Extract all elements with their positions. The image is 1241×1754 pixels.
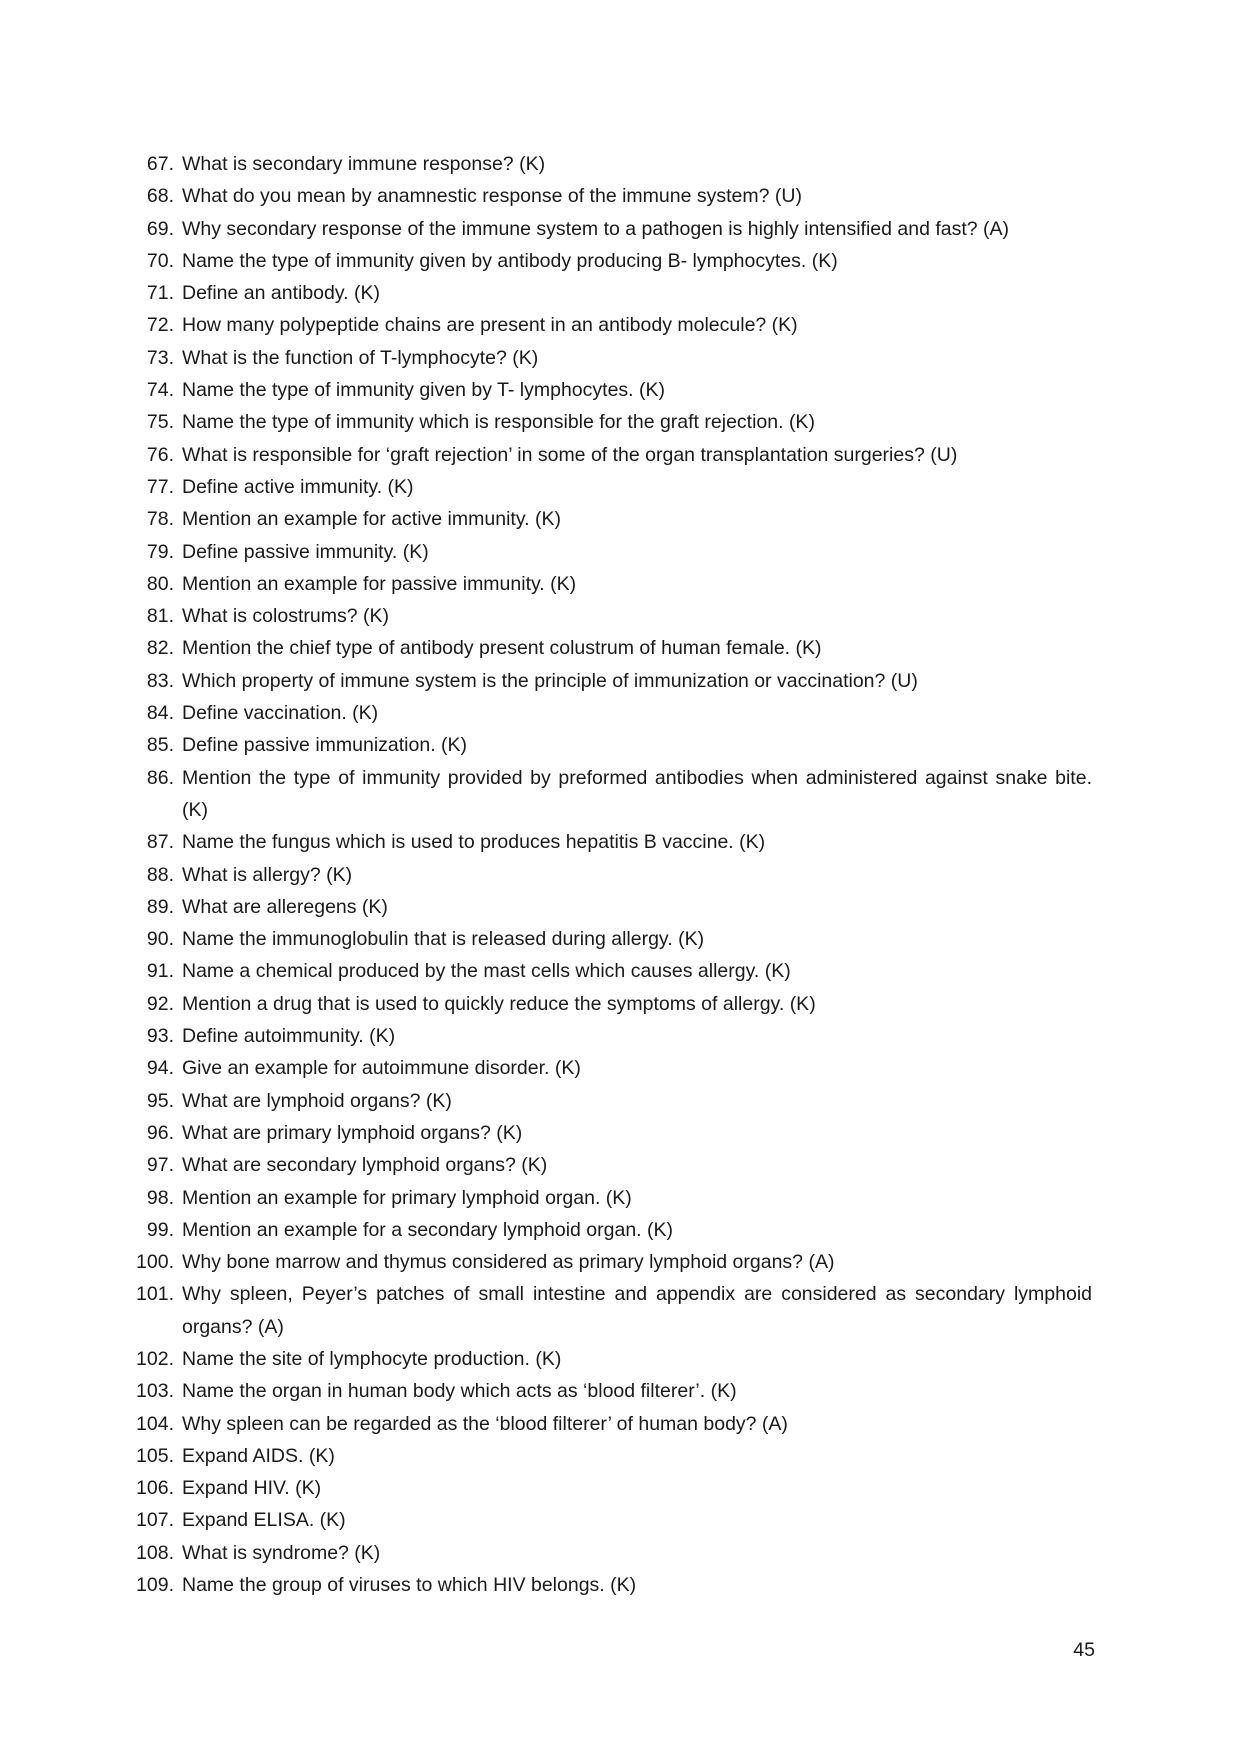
question-item: [134, 1020, 1092, 1052]
question-number: 107.: [136, 1509, 174, 1532]
question-item: [134, 277, 1092, 309]
question-number: 102.: [136, 1347, 174, 1370]
question-item: [134, 923, 1092, 955]
question-number: 67.: [146, 153, 174, 175]
question-text: Mention the type of immunity provided by preformed antibodies when administered against snake bite. (K): [182, 766, 1092, 821]
question-text: What is the function of T-lymphocyte? (K): [182, 346, 539, 369]
question-number: 96.: [146, 1121, 174, 1144]
question-item: [134, 1408, 1092, 1440]
question-text: What is colostrums? (K): [182, 605, 389, 628]
question-number: 94.: [146, 1057, 174, 1080]
question-text: What are secondary lymphoid organs? (K): [182, 1154, 548, 1177]
question-item: [134, 988, 1092, 1020]
question-item: [134, 600, 1092, 632]
question-number: 90.: [146, 928, 174, 951]
question-text: Mention a drug that is used to quickly reduce the symptoms of allergy. (K): [182, 992, 816, 1015]
question-item: [134, 859, 1092, 891]
question-number: 89.: [146, 895, 174, 918]
question-text: What is syndrome? (K): [182, 1541, 381, 1564]
question-text: Mention the chief type of antibody present colustrum of human female. (K): [182, 637, 822, 660]
question-text: Why bone marrow and thymus considered as primary lymphoid organs? (A): [182, 1251, 835, 1274]
question-number: 76.: [146, 443, 174, 466]
question-item: [134, 213, 1092, 245]
question-number: 109.: [136, 1574, 174, 1597]
question-number: 73.: [146, 346, 174, 369]
question-text: Mention an example for active immunity. (K): [182, 508, 561, 531]
question-item: [134, 1052, 1092, 1084]
question-text: Mention an example for passive immunity. (K): [182, 572, 577, 595]
question-item: [134, 1214, 1092, 1246]
question-number: 103.: [136, 1380, 174, 1403]
question-text: Why spleen, Peyer’s patches of small intestine and appendix are considered as secondary lymphoid organs? (A): [182, 1283, 1092, 1338]
question-number: 105.: [136, 1444, 174, 1467]
question-number: 79.: [146, 540, 174, 563]
question-number: 101.: [136, 1283, 174, 1306]
question-number: 75.: [146, 411, 174, 434]
question-text: Name the fungus which is used to produces hepatitis B vaccine. (K): [182, 831, 766, 854]
question-number: 97.: [146, 1154, 174, 1177]
question-number: 72.: [146, 314, 174, 337]
question-item: [134, 891, 1092, 923]
question-item: [134, 374, 1092, 406]
question-list: [134, 148, 1092, 1601]
question-text: Define passive immunization. (K): [182, 734, 468, 757]
question-text: Which property of immune system is the principle of immunization or vaccination? (U): [182, 669, 918, 692]
question-number: 84.: [146, 702, 174, 725]
question-item: [134, 439, 1092, 471]
question-text: Define vaccination. (K): [182, 702, 379, 725]
question-item: [134, 955, 1092, 987]
question-item: [134, 406, 1092, 438]
question-text: What are primary lymphoid organs? (K): [182, 1121, 523, 1144]
question-item: [134, 180, 1092, 212]
question-number: 100.: [136, 1251, 174, 1274]
question-item: [134, 1440, 1092, 1472]
question-item: [134, 1537, 1092, 1569]
question-item: [134, 245, 1092, 277]
question-number: 86.: [146, 766, 174, 789]
question-item: [134, 1085, 1092, 1117]
question-item: [134, 309, 1092, 341]
question-item: [134, 729, 1092, 761]
question-item: [134, 697, 1092, 729]
question-number: 77.: [146, 475, 174, 498]
question-number: 88.: [146, 863, 174, 886]
question-text: Why secondary response of the immune system to a pathogen is highly intensified and fast? (A): [182, 217, 1010, 240]
question-number: 83.: [146, 669, 174, 692]
question-item: [134, 1375, 1092, 1407]
question-number: 106.: [136, 1477, 174, 1500]
page-number: 45: [1073, 1639, 1095, 1661]
question-text: Name the type of immunity which is responsible for the graft rejection. (K): [182, 411, 815, 434]
question-number: 81.: [146, 605, 174, 628]
question-item: [134, 1149, 1092, 1181]
question-text: Name the site of lymphocyte production. (K): [182, 1347, 562, 1370]
question-number: 99.: [146, 1218, 174, 1241]
question-number: 98.: [146, 1186, 174, 1209]
question-number: 70.: [146, 249, 174, 272]
question-text: Give an example for autoimmune disorder. (K): [182, 1057, 581, 1080]
question-text: Define passive immunity. (K): [182, 540, 429, 563]
question-item: [134, 1569, 1092, 1601]
question-item: [134, 342, 1092, 374]
question-text: What do you mean by anamnestic response of the immune system? (U): [182, 185, 802, 208]
question-item: [134, 1504, 1092, 1536]
question-item: [134, 568, 1092, 600]
question-number: 91.: [146, 960, 174, 983]
question-number: 85.: [146, 734, 174, 757]
question-text: Expand HIV. (K): [182, 1477, 322, 1500]
question-item: [134, 536, 1092, 568]
question-text: Define an antibody. (K): [182, 282, 380, 305]
question-number: 71.: [146, 282, 174, 305]
question-number: 78.: [146, 508, 174, 531]
question-item: [134, 632, 1092, 664]
question-text: Name a chemical produced by the mast cells which causes allergy. (K): [182, 960, 791, 983]
question-item: [134, 1278, 1092, 1343]
question-text: What is responsible for ‘graft rejection’ in some of the organ transplantation surgeries? (U): [182, 443, 958, 466]
question-item: [134, 1182, 1092, 1214]
question-number: 104.: [136, 1412, 174, 1435]
question-text: How many polypeptide chains are present in an antibody molecule? (K): [182, 314, 798, 337]
question-number: 87.: [146, 831, 174, 854]
question-text: Define active immunity. (K): [182, 475, 414, 498]
question-text: Name the immunoglobulin that is released during allergy. (K): [182, 928, 705, 951]
question-text: Name the type of immunity given by T- lymphocytes. (K): [182, 379, 665, 402]
question-text: What is secondary immune response? (K): [182, 153, 546, 175]
question-text: Name the type of immunity given by antibody producing B- lymphocytes. (K): [182, 249, 838, 272]
question-item: [134, 1117, 1092, 1149]
question-number: 82.: [146, 637, 174, 660]
question-number: 95.: [146, 1089, 174, 1112]
question-item: [134, 826, 1092, 858]
question-number: 108.: [136, 1541, 174, 1564]
question-text: Define autoimmunity. (K): [182, 1025, 396, 1048]
question-number: 80.: [146, 572, 174, 595]
question-text: Mention an example for a secondary lymphoid organ. (K): [182, 1218, 674, 1241]
question-text: Name the organ in human body which acts as ‘blood filterer’. (K): [182, 1380, 737, 1403]
question-number: 74.: [146, 379, 174, 402]
question-text: Mention an example for primary lymphoid organ. (K): [182, 1186, 632, 1209]
question-item: [134, 471, 1092, 503]
question-number: 93.: [146, 1025, 174, 1048]
question-item: [134, 503, 1092, 535]
question-text: What are alleregens (K): [182, 895, 388, 918]
question-item: [134, 1343, 1092, 1375]
question-number: 68.: [146, 185, 174, 208]
question-item: [134, 762, 1092, 827]
question-item: [134, 1472, 1092, 1504]
question-item: [134, 665, 1092, 697]
question-number: 92.: [146, 992, 174, 1015]
question-text: Why spleen can be regarded as the ‘blood filterer’ of human body? (A): [182, 1412, 788, 1435]
question-item: [134, 148, 1092, 180]
question-text: Expand AIDS. (K): [182, 1444, 335, 1467]
question-item: [134, 1246, 1092, 1278]
question-text: What are lymphoid organs? (K): [182, 1089, 452, 1112]
question-number: 69.: [146, 217, 174, 240]
question-text: What is allergy? (K): [182, 863, 353, 886]
question-text: Name the group of viruses to which HIV belongs. (K): [182, 1574, 637, 1597]
question-text: Expand ELISA. (K): [182, 1509, 346, 1532]
